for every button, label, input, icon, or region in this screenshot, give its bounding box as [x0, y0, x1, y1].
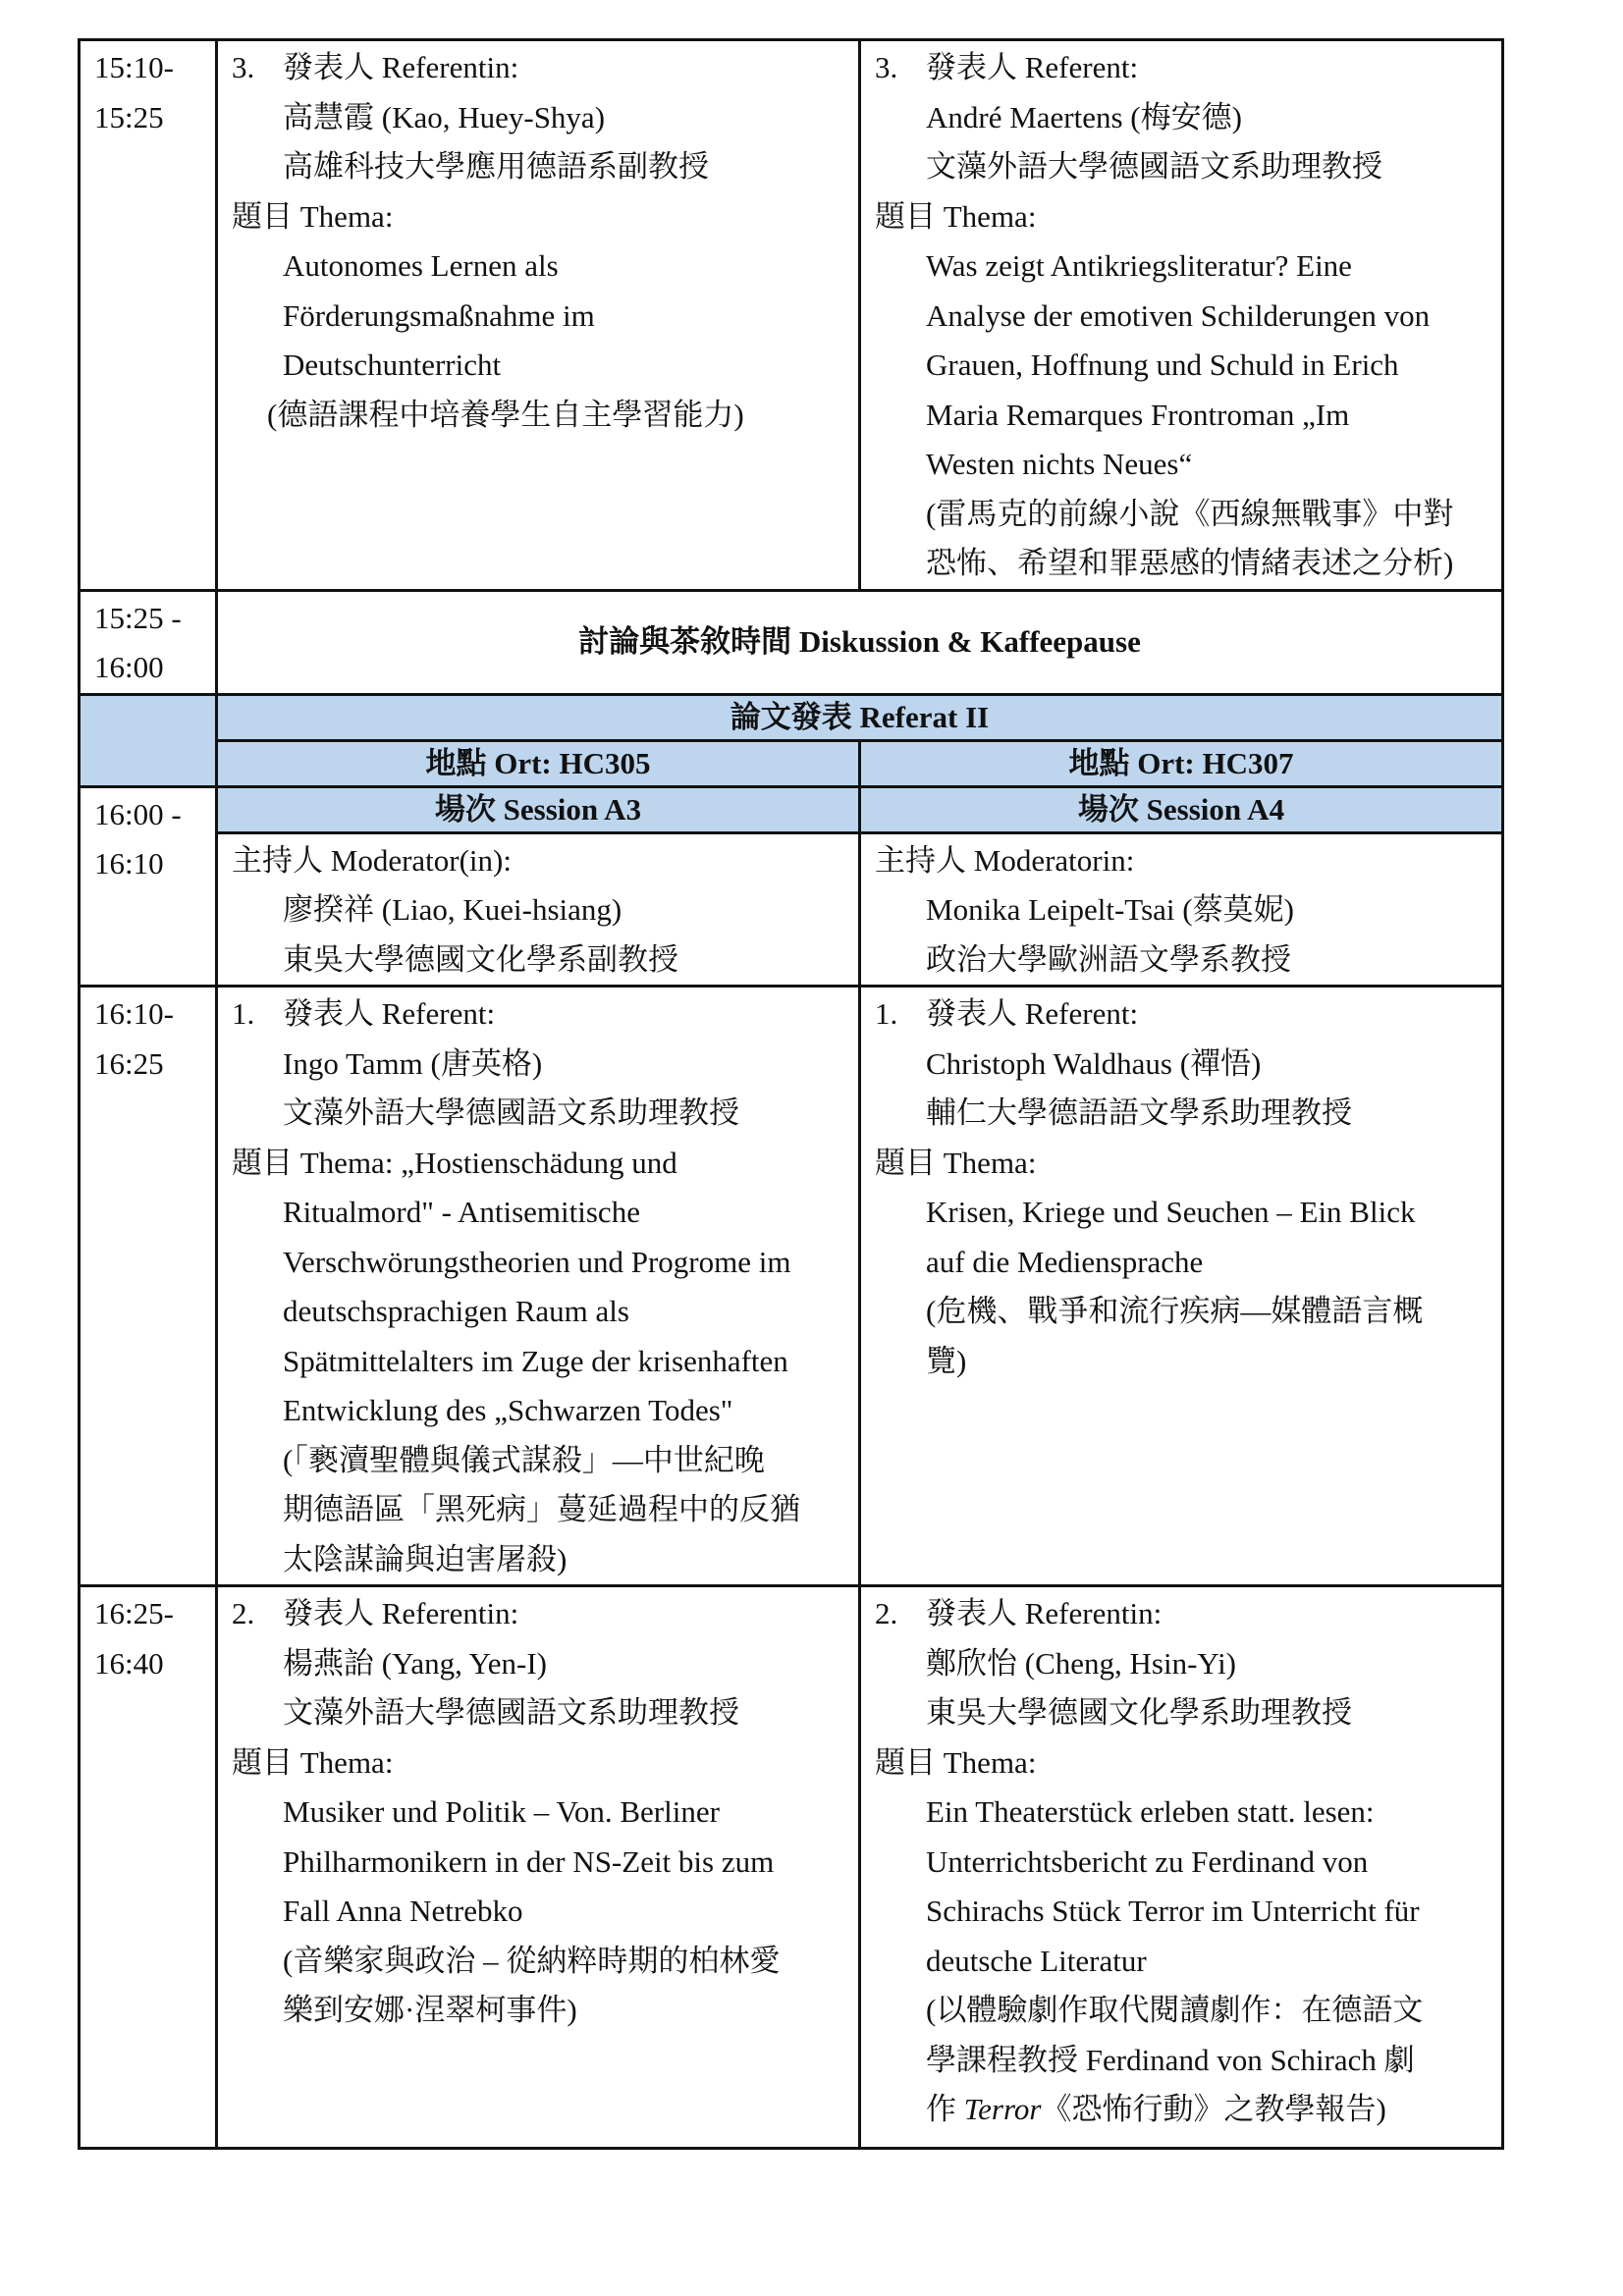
presentation-left [217, 987, 860, 1586]
time-end: 16:00 [94, 650, 164, 684]
moderator-name: Monika Leipelt-Tsai (蔡莫妮) [926, 892, 1294, 927]
time-start: 16:00 - [94, 796, 182, 831]
thema-line: Musiker und Politik – Von. Berliner [283, 1794, 720, 1829]
thema-line: 覽) [926, 1343, 967, 1378]
moderator-role: 主持人 Moderator(in): [232, 842, 512, 878]
schedule-row-1610 [80, 987, 1503, 1586]
presenter-name: André Maertens (梅安德) [926, 99, 1242, 134]
thema-line: 樂到安娜·涅翠柯事件) [283, 1993, 577, 2027]
time-end: 15:25 [94, 99, 164, 134]
thema-line: „Hostienschädung und [401, 1145, 677, 1180]
moderator-affiliation: 東吳大學德國文化學系副教授 [283, 941, 678, 977]
thema-line: Analyse der emotiven Schilderungen von [926, 297, 1431, 333]
thema-line: Ein Theaterstück erleben statt. lesen: [926, 1794, 1375, 1829]
referat-title: 論文發表 Referat II [217, 694, 1503, 740]
presenter-role: 發表人 Referent: [926, 996, 1139, 1031]
moderator-role: 主持人 Moderatorin: [875, 842, 1135, 878]
presenter-name: Ingo Tamm (唐英格) [283, 1045, 543, 1081]
thema-line: (音樂家與政治 – 從納粹時期的柏林愛 [283, 1943, 781, 1978]
thema-line: Autonomes Lernen als [283, 248, 559, 283]
moderator-row [80, 832, 1503, 987]
moderator-affiliation: 政治大學歐洲語文學系教授 [926, 941, 1291, 977]
presentation-number: 2. [875, 1596, 898, 1630]
time-start: 15:10- [94, 50, 174, 84]
thema-line: 學課程教授 Ferdinand von Schirach 劇 [926, 2042, 1415, 2077]
thema-line: 期德語區「黑死病」蔓延過程中的反猶 [283, 1492, 800, 1526]
thema-line: 作 [926, 2092, 964, 2126]
thema-line: Spätmittelalters im Zuge der krisenhaften [283, 1343, 788, 1378]
presentation-left [217, 40, 860, 591]
presenter-affiliation: 文藻外語大學德國語文系助理教授 [283, 1695, 739, 1730]
location-right: 地點 Ort: HC307 [860, 740, 1503, 786]
presenter-role: 發表人 Referentin: [283, 50, 519, 84]
presenter-role: 發表人 Referentin: [926, 1596, 1163, 1630]
thema-label: 題目 Thema: [232, 1145, 394, 1180]
thema-line: Deutschunterricht [283, 347, 502, 382]
thema-line: Was zeigt Antikriegsliteratur? Eine [926, 248, 1352, 283]
presentation-left [217, 1586, 860, 2149]
moderator-name: 廖揆祥 (Liao, Kuei-hsiang) [283, 892, 622, 927]
thema-line: 恐怖、希望和罪惡感的情緒表述之分析) [926, 546, 1454, 580]
moderator-left [217, 832, 860, 987]
schedule-table [78, 38, 1504, 2150]
thema-line: Entwicklung des „Schwarzen Todes" [283, 1393, 733, 1427]
presenter-name: 高慧霞 (Kao, Huey-Shya) [283, 99, 606, 134]
session-right: 場次 Session A4 [860, 786, 1503, 832]
presentation-number: 1. [875, 996, 898, 1031]
session-row [80, 786, 1503, 832]
thema-line: (危機、戰爭和流行疾病—媒體語言概 [926, 1294, 1424, 1328]
thema-line: Ritualmord" - Antisemitische [283, 1195, 640, 1229]
thema-label: 題目 Thema: [232, 198, 394, 234]
presenter-name: Christoph Waldhaus (禪悟) [926, 1045, 1262, 1081]
time-cell [80, 1586, 217, 2149]
thema-line: Schirachs Stück Terror im Unterricht für [926, 1894, 1420, 1928]
schedule-row-1510 [80, 40, 1503, 591]
presentation-number: 2. [232, 1596, 255, 1630]
thema-label: 題目 Thema: [875, 1145, 1037, 1180]
thema-line: Krisen, Kriege und Seuchen – Ein Blick [926, 1195, 1416, 1229]
thema-line: Philharmonikern in der NS-Zeit bis zum [283, 1843, 775, 1879]
presentation-right [860, 40, 1503, 591]
thema-line: deutschsprachigen Raum als [283, 1294, 629, 1328]
thema-line: Maria Remarques Frontroman „Im [926, 397, 1350, 432]
time-end: 16:25 [94, 1045, 164, 1081]
presenter-role: 發表人 Referent: [926, 50, 1139, 84]
schedule-row-break [80, 590, 1503, 694]
blank-time-cell [80, 694, 217, 786]
location-row [80, 740, 1503, 786]
thema-line: Verschwörungstheorien und Progrome im [283, 1244, 791, 1279]
thema-line: auf die Mediensprache [926, 1244, 1204, 1279]
thema-italic-title: Terror [963, 2092, 1042, 2126]
thema-label: 題目 Thema: [232, 1744, 394, 1780]
thema-line: Grauen, Hoffnung und Schuld in Erich [926, 347, 1399, 382]
location-left: 地點 Ort: HC305 [217, 740, 860, 786]
referat-header-row [80, 694, 1503, 740]
thema-line: 太陰謀論與迫害屠殺) [283, 1541, 568, 1576]
presentation-number: 3. [875, 50, 898, 84]
time-start: 16:10- [94, 996, 174, 1031]
time-end: 16:40 [94, 1645, 164, 1681]
presenter-affiliation: 東吳大學德國文化學系助理教授 [926, 1695, 1352, 1730]
thema-label: 題目 Thema: [875, 198, 1037, 234]
time-start: 15:25 - [94, 600, 182, 635]
time-cell [80, 987, 217, 1586]
thema-line: deutsche Literatur [926, 1943, 1147, 1978]
presenter-role: 發表人 Referentin: [283, 1596, 519, 1630]
presenter-role: 發表人 Referent: [283, 996, 496, 1031]
presenter-affiliation: 文藻外語大學德國語文系助理教授 [283, 1095, 739, 1130]
break-label: 討論與茶敘時間 Diskussion & Kaffeepause [217, 590, 1503, 694]
presentation-number: 1. [232, 996, 255, 1031]
thema-line: (德語課程中培養學生自主學習能力) [267, 397, 744, 432]
thema-line: (「褻瀆聖體與儀式謀殺」—中世紀晚 [283, 1442, 765, 1477]
thema-line: Unterrichtsbericht zu Ferdinand von [926, 1843, 1369, 1879]
thema-line: Förderungsmaßnahme im [283, 297, 595, 333]
thema-line: (以體驗劇作取代閱讀劇作：在德語文 [926, 1993, 1424, 2027]
time-end: 16:10 [94, 846, 164, 881]
presenter-name: 楊燕詒 (Yang, Yen-I) [283, 1645, 547, 1681]
session-left: 場次 Session A3 [217, 786, 860, 832]
thema-label: 題目 Thema: [875, 1744, 1037, 1780]
thema-line: (雷馬克的前線小說《西線無戰事》中對 [926, 496, 1454, 531]
time-cell [80, 786, 217, 987]
presentation-number: 3. [232, 50, 255, 84]
time-cell [80, 40, 217, 591]
presenter-name: 鄭欣怡 (Cheng, Hsin-Yi) [926, 1645, 1237, 1681]
time-cell [80, 590, 217, 694]
presentation-right [860, 1586, 1503, 2149]
thema-line: Fall Anna Netrebko [283, 1894, 523, 1928]
time-start: 16:25- [94, 1596, 174, 1630]
presenter-affiliation: 文藻外語大學德國語文系助理教授 [926, 149, 1382, 184]
presenter-affiliation: 高雄科技大學應用德語系副教授 [283, 149, 709, 184]
presentation-right [860, 987, 1503, 1586]
thema-line: Westen nichts Neues“ [926, 447, 1193, 481]
presenter-affiliation: 輔仁大學德語語文學系助理教授 [926, 1095, 1352, 1130]
moderator-right [860, 832, 1503, 987]
thema-line: 《恐怖行動》之教學報告) [1041, 2092, 1386, 2126]
schedule-row-1625 [80, 1586, 1503, 2149]
